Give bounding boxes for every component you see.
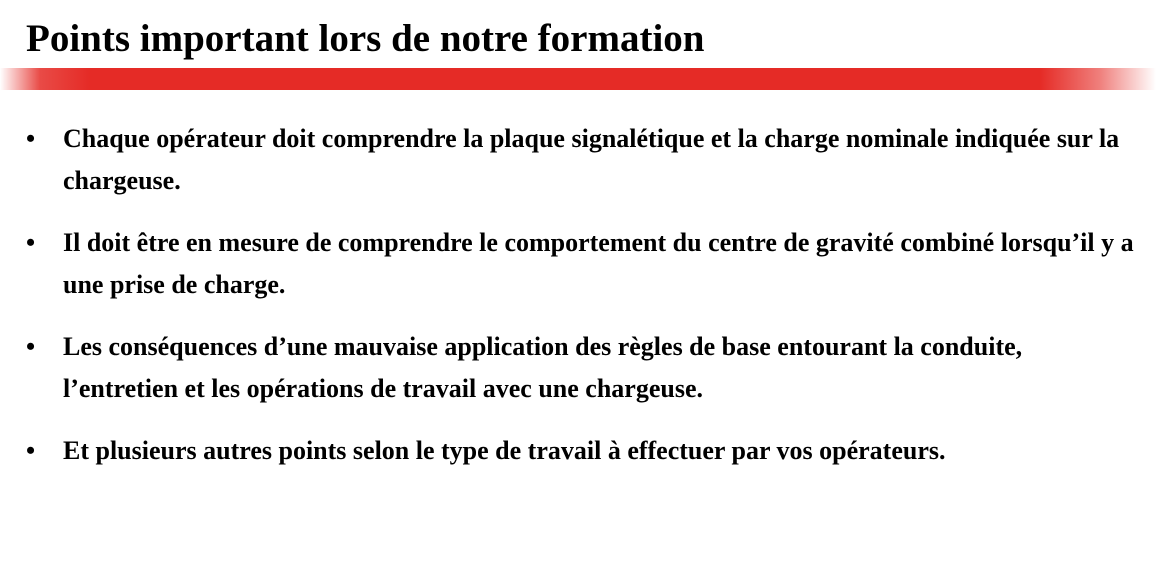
- bullet-item: [26, 222, 1136, 306]
- bullet-text: Les conséquences d’une mauvaise application des règles de base entourant la conduite, l’entretien et les opérations de travail avec une chargeuse.: [63, 332, 1023, 403]
- bullet-icon: •: [26, 124, 36, 153]
- bullet-icon: •: [26, 228, 36, 257]
- title-underline-bar: [0, 68, 1156, 90]
- bullet-item: [26, 430, 1136, 472]
- bullet-text: Il doit être en mesure de comprendre le comportement du centre de gravité combiné lorsqu’il y a une prise de charge.: [63, 228, 1134, 299]
- bullet-text: Chaque opérateur doit comprendre la plaque signalétique et la charge nominale indiquée sur la chargeuse.: [63, 124, 1120, 195]
- bullet-item: [26, 326, 1136, 410]
- slide-title: Points important lors de notre formation: [26, 17, 705, 60]
- bullet-text: Et plusieurs autres points selon le type de travail à effectuer par vos opérateurs.: [63, 436, 946, 465]
- bullet-icon: •: [26, 332, 36, 361]
- bullet-list: [26, 118, 1136, 492]
- bullet-icon: •: [26, 436, 36, 465]
- bullet-item: [26, 118, 1136, 202]
